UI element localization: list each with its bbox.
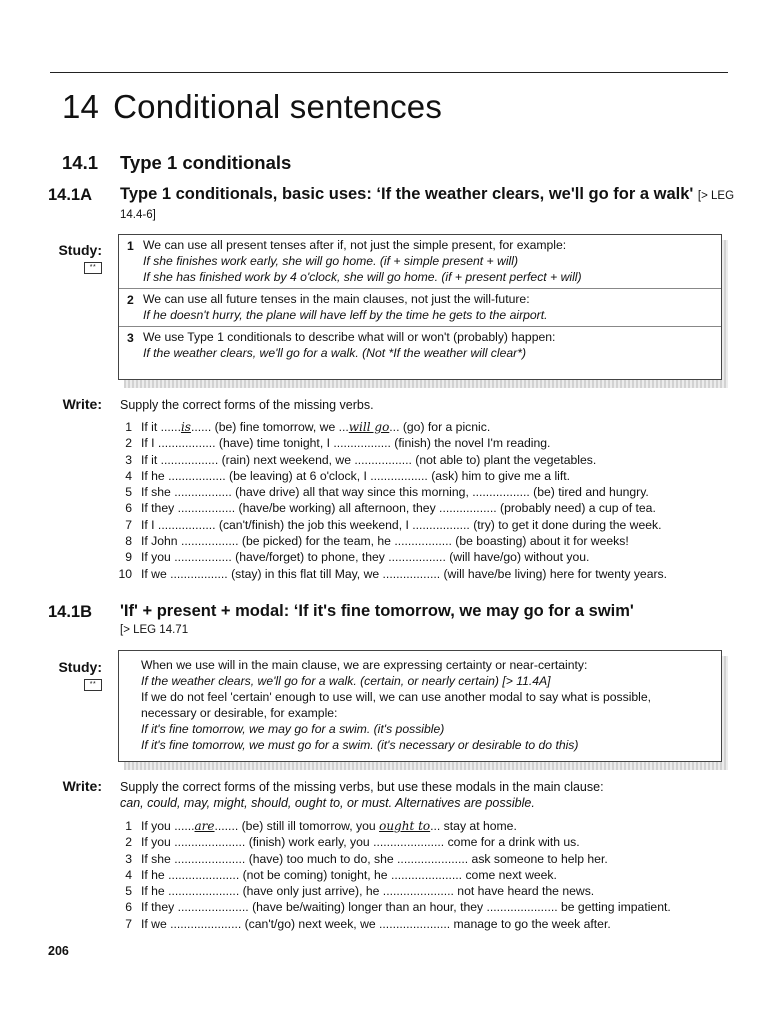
exercise-number: 7: [125, 916, 132, 931]
exercise-number: 7: [125, 517, 132, 532]
chapter-number: 14: [62, 88, 100, 125]
exercise-row: [112, 484, 742, 500]
top-rule: [50, 72, 728, 73]
exercise-number: 3: [125, 851, 132, 866]
exercise-number: 10: [118, 566, 132, 581]
exercise-number: 5: [125, 485, 132, 500]
exercise-row: [112, 916, 742, 932]
study-example: If she has finished work by 4 o'clock, she will go home. (if + present perfect + will): [143, 270, 582, 284]
study-example: If she finishes work early, she will go home. (if + simple present + will): [143, 254, 519, 268]
exercise-sentence: If we ................. (stay) in this flat till May, we ................. (will have/be living) here for twenty years.: [141, 566, 668, 581]
exercise-sentence: If you ..................... (finish) work early, you ..................... come for a drink with us.: [141, 835, 580, 850]
section-number: 14.1: [62, 152, 99, 173]
exercise-row: [112, 533, 742, 549]
exercise-sentence: [141, 419, 490, 435]
study-item-text: We can use all present tenses after if, not just the simple present, for example:: [143, 238, 567, 252]
handwritten-answer: will go: [348, 420, 390, 434]
chapter-heading: [62, 88, 442, 126]
exercise-sentence: If she ..................... (have) too much to do, she ..................... ask someone to help her.: [141, 851, 608, 866]
handwritten-answer: ought to: [379, 819, 431, 833]
study-text: If we do not feel 'certain' enough to use will, we can use another modal to say what is possible,: [141, 690, 652, 704]
exercise-row: [112, 851, 742, 867]
exercise-number: 5: [125, 884, 132, 899]
exercise-row: [112, 500, 742, 516]
box-a-shadow: [124, 380, 728, 388]
exercise-a-list: [112, 419, 742, 582]
exercise-b-list: [112, 818, 742, 932]
exercise-text: ...... (be) fine tomorrow, we ...: [190, 420, 349, 434]
exercise-number: 6: [125, 900, 132, 915]
exercise-row: [112, 419, 742, 435]
exercise-number: 9: [125, 550, 132, 565]
study-example: If he doesn't hurry, the plane will have leff by the time he gets to the airport.: [143, 308, 548, 322]
study-box-b: [118, 650, 722, 762]
exercise-sentence: If John ................. (be picked) for the team, he ................. (be boasting) about it for weeks!: [141, 534, 629, 549]
exercise-number: 2: [125, 835, 132, 850]
exercise-row: [112, 883, 742, 899]
exercise-number: 6: [125, 501, 132, 516]
subsection-b-ref: [> LEG 14.71: [120, 624, 189, 636]
exercise-sentence: If he ..................... (have only just arrive), he ..................... not have heard the news.: [141, 884, 595, 899]
exercise-row: [112, 435, 742, 451]
exercise-row: [112, 517, 742, 533]
study-label-b: Study:: [58, 659, 102, 675]
exercise-text: If you ......: [141, 819, 195, 833]
exercise-row: [112, 549, 742, 565]
exercise-sentence: If he ................. (be leaving) at 6 o'clock, I ................. (ask) him to give me a lift.: [141, 468, 571, 483]
study-item-3: [119, 326, 721, 364]
exercise-text: ....... (be) still ill tomorrow, you: [214, 819, 380, 833]
exercise-row: [112, 566, 742, 582]
write-label-a: Write:: [62, 396, 102, 412]
exercise-row: [112, 867, 742, 883]
star-box-b: **: [84, 679, 102, 691]
exercise-number: 2: [125, 436, 132, 451]
study-text: necessary or desirable, for example:: [141, 706, 338, 720]
subsection-a-ref: [> LEG 14.4-6]: [120, 190, 735, 221]
subsection-b-title: 'If' + present + modal: ‘If it's fine tomorrow, we may go for a swim': [120, 602, 634, 620]
exercise-sentence: If I ................. (have) time tonight, I ................. (finish) the novel I'm reading.: [141, 436, 551, 451]
write-b-instruction-line: Supply the correct forms of the missing verbs, but use these modals in the main clause:: [120, 780, 604, 794]
study-example: If the weather clears, we'll go for a walk. (certain, or nearly certain) [> 11.4A]: [141, 674, 551, 688]
exercise-row: [112, 834, 742, 850]
study-item-number: 2: [127, 293, 134, 307]
exercise-number: 8: [125, 534, 132, 549]
exercise-sentence: If I ................. (can't/finish) the job this weekend, I ................. (try) to get it done during the week.: [141, 517, 662, 532]
study-example: If it's fine tomorrow, we must go for a swim. (it's necessary or desirable to do this): [141, 738, 579, 752]
exercise-sentence: If she ................. (have drive) all that way since this morning, ................. (be) tired and hungry.: [141, 485, 649, 500]
study-item-1: [119, 235, 721, 288]
exercise-row: [112, 468, 742, 484]
section-heading: [62, 152, 292, 174]
study-item-text: We can use all future tenses in the main clauses, not just the will-future:: [143, 292, 530, 306]
exercise-row: [112, 452, 742, 468]
study-example: If it's fine tomorrow, we may go for a swim. (it's possible): [141, 722, 445, 736]
exercise-sentence: [141, 818, 517, 834]
exercise-sentence: If he ..................... (not be coming) tonight, he ..................... come next week.: [141, 867, 557, 882]
write-b-instruction-line: can, could, may, might, should, ought to, or must. Alternatives are possible.: [120, 796, 535, 810]
section-title: Type 1 conditionals: [120, 152, 292, 173]
exercise-number: 1: [125, 420, 132, 434]
exercise-text: ... stay at home.: [430, 819, 517, 833]
study-box-a: [118, 234, 722, 380]
exercise-sentence: If it ................. (rain) next weekend, we ................. (not able to) plant the vegetables.: [141, 452, 597, 467]
subsection-a-title: Type 1 conditionals, basic uses: ‘If the weather clears, we'll go for a walk': [120, 185, 694, 203]
exercise-number: 4: [125, 867, 132, 882]
star-box-a: **: [84, 262, 102, 274]
study-item-text: We use Type 1 conditionals to describe what will or won't (probably) happen:: [143, 330, 556, 344]
page-number: 206: [48, 944, 69, 958]
subsection-b-code: 14.1B: [48, 603, 93, 621]
study-example: If the weather clears, we'll go for a walk. (Not *If the weather will clear*): [143, 346, 527, 360]
study-item-2: [119, 288, 721, 326]
exercise-sentence: If they ..................... (have be/waiting) longer than an hour, they ..................... be getting impatient.: [141, 900, 671, 915]
exercise-text: If it ......: [141, 420, 181, 434]
write-label-b: Write:: [62, 778, 102, 794]
write-b-instruction: [120, 779, 604, 811]
exercise-text: ... (go) for a picnic.: [389, 420, 491, 434]
exercise-number: 4: [125, 468, 132, 483]
exercise-sentence: If they ................. (have/be working) all afternoon, they ................. (probably need) a cup of tea.: [141, 501, 656, 516]
study-text: When we use will in the main clause, we are expressing certainty or near-certainty:: [141, 658, 588, 672]
handwritten-answer: are: [194, 819, 215, 833]
study-item-number: 1: [127, 239, 134, 253]
exercise-number: 3: [125, 452, 132, 467]
study-label-a: Study:: [58, 242, 102, 258]
exercise-row: [112, 899, 742, 915]
exercise-sentence: If you ................. (have/forget) to phone, they ................. (will have/go) without you.: [141, 550, 590, 565]
chapter-title: Conditional sentences: [113, 88, 443, 125]
subsection-a-code: 14.1A: [48, 186, 93, 204]
study-item-number: 3: [127, 331, 134, 345]
handwritten-answer: is: [180, 420, 191, 434]
exercise-row: [112, 818, 742, 834]
exercise-sentence: If we ..................... (can't/go) next week, we ..................... manage to go the week after.: [141, 916, 611, 931]
exercise-number: 1: [125, 819, 132, 833]
box-b-shadow: [124, 762, 728, 770]
write-a-instruction: Supply the correct forms of the missing verbs.: [120, 398, 374, 412]
